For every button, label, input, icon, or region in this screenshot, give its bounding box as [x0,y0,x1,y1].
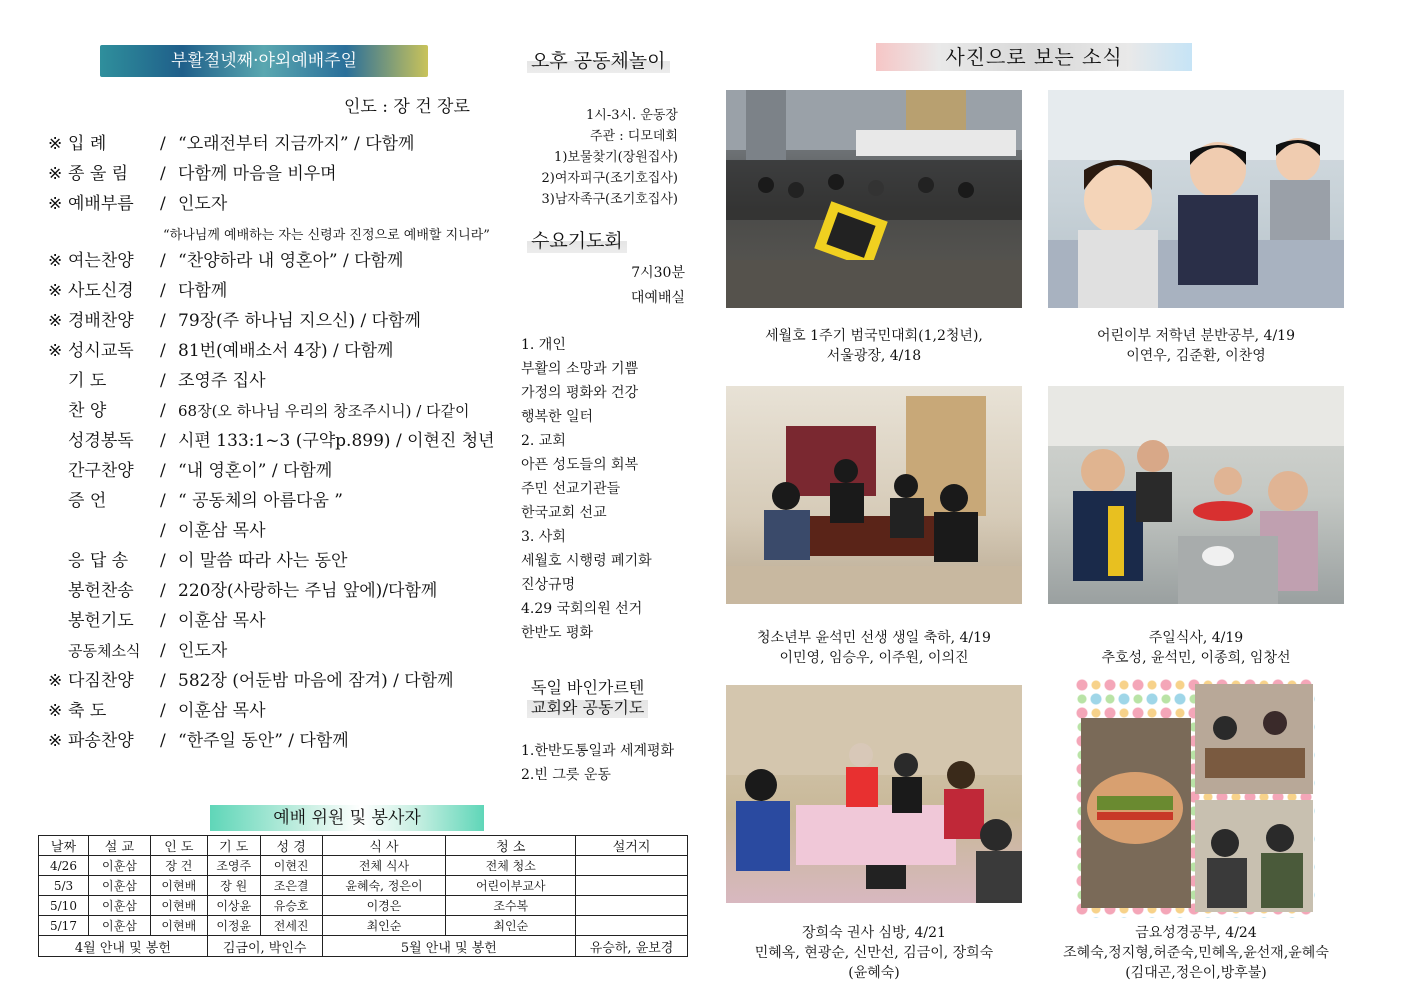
worship-item-label: 응 답 송 [68,551,129,571]
caption-sunday-meal [1048,628,1344,668]
committee-header-row [39,836,688,856]
prayer-topic: 3. 사회 [521,529,566,545]
standing-mark: ※ [48,671,63,691]
worship-item-detail: “ 공동체의 아름다움 ” [178,491,343,511]
worship-item-label: 예배부름 [68,194,134,214]
committee-cell: 5/10 [39,896,89,916]
worship-item-label: 여는찬양 [68,251,134,271]
afternoon-line: 3)남자족구(조기호집사) [541,192,678,207]
afternoon-activity-title: 오후 공동체놀이 [527,46,670,73]
caption-line: 어린이부 저학년 분반공부, 4/19 [1096,328,1295,344]
worship-item-detail: 582장 (어둔밤 마음에 잠겨) / 다함께 [178,671,454,691]
worship-item-separator: / [160,371,166,391]
committee-cell: 전체 청소 [446,856,576,876]
worship-item-detail: 220장(사랑하는 주님 앞에)/다함께 [178,581,438,601]
caption-line: 이민영, 임승우, 이주원, 이의진 [779,650,969,666]
worship-item-detail: 81번(예배소서 4장) / 다함께 [178,341,394,361]
committee-cell: 이정윤 [207,916,260,936]
wednesday-place: 대예배실 [630,290,685,306]
committee-cell: 이상윤 [207,896,260,916]
committee-cell: 조은결 [260,876,322,896]
worship-item-separator: / [160,251,166,271]
prayer-topic: 주민 선교기관들 [521,481,621,497]
worship-item-separator: / [160,341,166,361]
worship-item-detail: “찬양하라 내 영혼아” / 다함께 [178,251,404,271]
worship-item-label: 경배찬양 [68,311,134,331]
may-ushers-label: 5월 안내 및 봉헌 [322,936,576,957]
committee-cell: 어린이부교사 [446,876,576,896]
worship-item-label: 다짐찬양 [68,671,134,691]
worship-item-separator: / [160,701,166,721]
caption-youth-birthday [726,628,1022,668]
worship-item-detail: 인도자 [178,641,228,661]
prayer-topic: 가정의 평화와 건강 [521,385,639,401]
committee-row [39,896,688,916]
worship-item-label: 증 언 [68,491,107,511]
worship-item-detail: 68장(오 하나님 우리의 창조주시니) / 다같이 [178,402,470,420]
worship-item-label: 봉헌찬송 [68,581,134,601]
worship-item-separator: / [160,431,166,451]
committee-row [39,876,688,896]
committee-cell: 전세진 [260,916,322,936]
photo-sewol-rally [726,90,1022,308]
committee-cell: 장 건 [150,856,207,876]
prayer-topic: 세월호 시행령 폐기화 [521,553,652,569]
caption-line: 조혜숙,정지형,허준숙,민혜옥,윤선재,윤혜숙 [1063,945,1329,961]
worship-item-detail: “내 영혼이” / 다함께 [178,461,333,481]
worship-item-detail: 시편 133:1~3 (구약p.899) / 이현진 청년 [178,431,495,451]
committee-cell: 5/17 [39,916,89,936]
may-ushers-names: 유승하, 윤보경 [576,936,688,957]
worship-item-detail: 이훈삼 목사 [178,701,266,721]
afternoon-activity-list [520,104,678,214]
prayer-topic: 2. 교회 [521,433,566,449]
worship-item-label: 공동체소식 [68,642,141,660]
worship-item-separator: / [160,281,166,301]
worship-item-label: 파송찬양 [68,731,134,751]
afternoon-line: 1)보물찾기(장원집사) [554,150,678,165]
caption-home-visit [726,923,1022,983]
committee-cell: 조수복 [446,896,576,916]
worship-leader: 인도 : 장 건 장로 [344,97,470,117]
standing-mark: ※ [48,311,63,331]
worship-item-detail: 이훈삼 목사 [178,611,266,631]
worship-item-label: 입 례 [68,134,107,154]
caption-line: 장희숙 권사 심방, 4/21 [802,925,946,941]
germany-prayer-item: 2.빈 그릇 운동 [521,767,611,783]
committee-cell: 윤혜숙, 정은이 [322,876,446,896]
worship-item-detail: 조영주 집사 [178,371,266,391]
worship-item-separator: / [160,581,166,601]
photo-news-title: 사진으로 보는 소식 [876,43,1192,71]
col-header: 청 소 [446,836,576,856]
standing-mark: ※ [48,194,63,214]
sunday-meal-image [1048,386,1344,604]
worship-item-label: 성경봉독 [68,431,134,451]
worship-item-label: 기 도 [68,371,107,391]
call-to-worship-verse: “하나님께 예배하는 자는 신령과 진정으로 예배할 지니라” [163,228,490,243]
caption-sewol-rally [726,326,1022,366]
prayer-topic: 진상규명 [521,577,576,593]
committee-cell: 이경은 [322,896,446,916]
rally-scene-image [726,90,1022,308]
committee-cell [576,856,688,876]
caption-line: 청소년부 윤석민 선생 생일 축하, 4/19 [757,630,991,646]
photo-youth-birthday [726,386,1022,604]
worship-item-separator: / [160,611,166,631]
caption-line: 세월호 1주기 범국민대회(1,2청년), [765,328,983,344]
worship-item-separator: / [160,401,166,421]
afternoon-line: 주관 : 디모데회 [590,129,678,144]
standing-mark: ※ [48,341,63,361]
worship-item-detail: 다함께 [178,281,228,301]
worship-item-label: 성시교독 [68,341,134,361]
prayer-topic: 아픈 성도들의 회복 [521,457,639,473]
germany-title-line: 독일 바인가르텐 [531,678,645,697]
col-header: 성 경 [260,836,322,856]
committee-table [38,835,688,957]
wednesday-time: 7시30분 [631,265,685,281]
caption-line: 추호성, 윤석민, 이종희, 임창선 [1101,650,1291,666]
standing-mark: ※ [48,134,63,154]
committee-footer-row [39,936,688,957]
committee-cell [576,896,688,916]
standing-mark: ※ [48,701,63,721]
april-ushers-names: 김금이, 박인수 [207,936,322,957]
worship-item-label: 종 울 림 [68,164,129,184]
col-header: 식 사 [322,836,446,856]
standing-mark: ※ [48,164,63,184]
committee-cell: 장 원 [207,876,260,896]
home-visit-image [726,685,1022,903]
committee-cell: 5/3 [39,876,89,896]
committee-cell: 이훈삼 [88,876,150,896]
worship-item-separator: / [160,641,166,661]
worship-item-label: 찬 양 [68,401,107,421]
prayer-topic: 한반도 평화 [521,625,594,641]
committee-cell: 이현배 [150,896,207,916]
committee-cell: 이훈삼 [88,896,150,916]
committee-cell: 이훈삼 [88,916,150,936]
worship-item-detail: 인도자 [178,194,228,214]
germany-title-line: 교회와 공동기도 [531,698,645,717]
col-header: 인 도 [150,836,207,856]
worship-item-separator: / [160,461,166,481]
worship-item-detail: 79장(주 하나님 지으신) / 다함께 [178,311,421,331]
worship-item-label: 축 도 [68,701,107,721]
standing-mark: ※ [48,281,63,301]
committee-cell: 조영주 [207,856,260,876]
committee-cell [576,916,688,936]
worship-item-separator: / [160,551,166,571]
worship-item-detail: “오래전부터 지금까지” / 다함께 [178,134,415,154]
photo-friday-bible-study [1075,678,1315,918]
afternoon-line: 1시-3시. 운동장 [586,108,678,123]
committee-title: 예배 위원 및 봉사자 [210,805,484,831]
worship-item-detail: 다함께 마음을 비우며 [178,164,337,184]
worship-item-label: 사도신경 [68,281,134,301]
caption-children-class [1048,326,1344,366]
germany-prayer-item: 1.한반도통일과 세계평화 [521,743,675,759]
col-header: 기 도 [207,836,260,856]
committee-cell: 4/26 [39,856,89,876]
prayer-topic: 한국교회 선교 [521,505,607,521]
photo-home-visit [726,685,1022,903]
germany-joint-prayer-title [527,678,648,718]
wednesday-schedule [520,262,685,310]
worship-item-separator: / [160,521,166,541]
caption-line: 이연우, 김준환, 이찬영 [1126,348,1266,364]
standing-mark: ※ [48,731,63,751]
committee-cell: 전체 식사 [322,856,446,876]
worship-item-detail: 이 말씀 따라 사는 동안 [178,551,348,571]
caption-friday-bible-study [1040,923,1352,983]
caption-line: 금요성경공부, 4/24 [1135,925,1257,941]
afternoon-line: 2)여자피구(조기호집사) [541,171,678,186]
worship-item-separator: / [160,311,166,331]
committee-cell [576,876,688,896]
worship-item-separator: / [160,134,166,154]
worship-item-separator: / [160,164,166,184]
photo-children-class [1048,90,1344,308]
prayer-topic: 부활의 소망과 기쁨 [521,361,639,377]
standing-mark: ※ [48,251,63,271]
committee-row [39,916,688,936]
col-header: 설거지 [576,836,688,856]
caption-line: (김대곤,정은이,방후불) [1125,965,1267,981]
committee-cell: 최인순 [446,916,576,936]
worship-item-detail: “한주일 동안” / 다함께 [178,731,349,751]
prayer-topic: 4.29 국회의원 선거 [521,601,643,617]
committee-cell: 이현배 [150,876,207,896]
col-header: 날짜 [39,836,89,856]
committee-cell: 유승호 [260,896,322,916]
worship-item-label: 봉헌기도 [68,611,134,631]
committee-cell: 이현배 [150,916,207,936]
prayer-topic: 행복한 일터 [521,409,594,425]
april-ushers-label: 4월 안내 및 봉헌 [39,936,208,957]
youth-birthday-image [726,386,1022,604]
caption-line: 서울광장, 4/18 [826,348,922,364]
committee-row [39,856,688,876]
committee-cell: 이현진 [260,856,322,876]
col-header: 설 교 [88,836,150,856]
worship-item-separator: / [160,194,166,214]
worship-item-label: 간구찬양 [68,461,134,481]
caption-line: (윤혜숙) [848,965,900,981]
wednesday-prayer-title: 수요기도회 [527,226,627,253]
photo-sunday-meal [1048,386,1344,604]
worship-title-banner: 부활절넷째·야외예배주일 [100,45,428,77]
bible-study-collage-image [1075,678,1315,918]
worship-item-separator: / [160,671,166,691]
prayer-topic: 1. 개인 [521,337,566,353]
caption-line: 주일식사, 4/19 [1148,630,1244,646]
caption-line: 민혜옥, 현광순, 신만선, 김금이, 장희숙 [754,945,994,961]
children-class-image [1048,90,1344,308]
worship-item-detail: 이훈삼 목사 [178,521,266,541]
worship-item-separator: / [160,491,166,511]
committee-cell: 최인순 [322,916,446,936]
committee-cell: 이훈삼 [88,856,150,876]
worship-item-separator: / [160,731,166,751]
